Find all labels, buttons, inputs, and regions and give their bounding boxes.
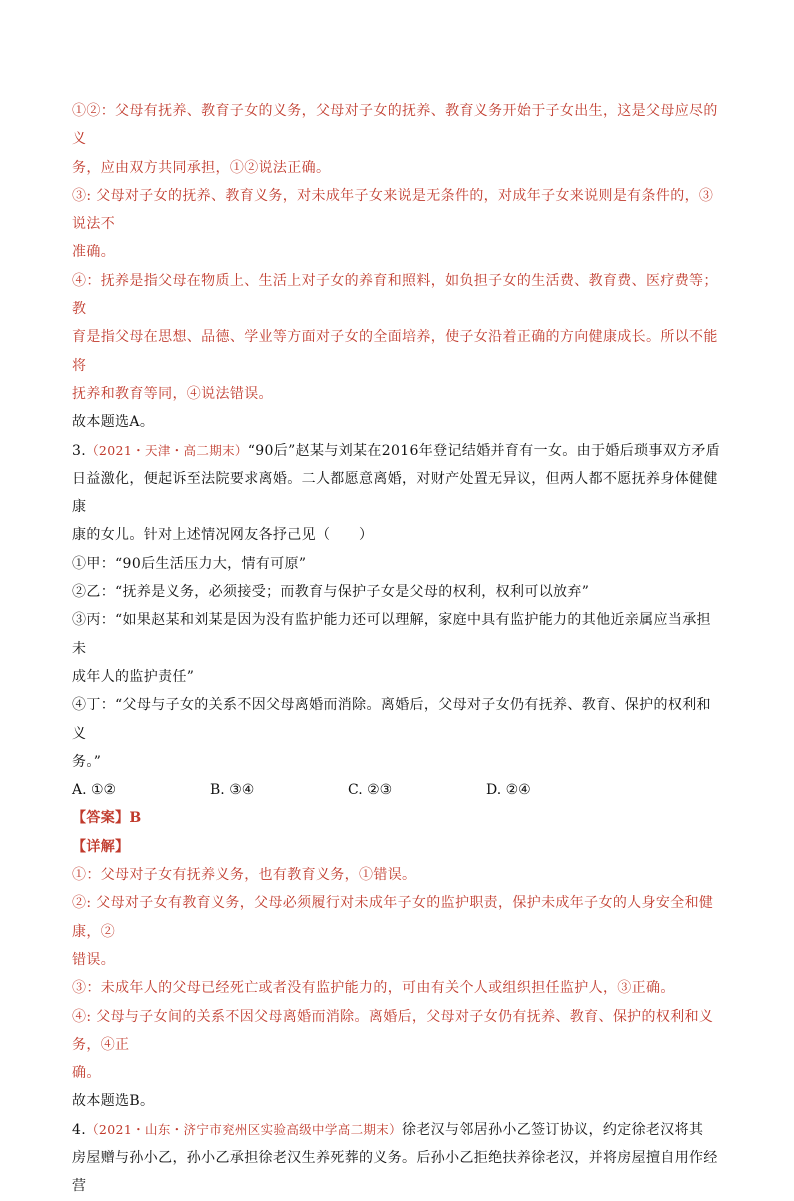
analysis-conclusion: 故本题选A。 bbox=[72, 414, 155, 431]
detail-1: ①：父母对子女有抚养义务，也有教育义务，①错误。 bbox=[72, 867, 417, 884]
question-source: （2021・山东・济宁市兖州区实验高级中学高二期末） bbox=[86, 1121, 402, 1137]
question-3-stem-line-3: 康的女儿。针对上述情况网友各抒己见（ ） bbox=[72, 527, 374, 544]
question-3-statement-4-line-2: 务。” bbox=[72, 753, 102, 770]
analysis-item-3-line-2: 准确。 bbox=[72, 244, 116, 261]
detail-4-line-2: 确。 bbox=[72, 1065, 101, 1082]
document-page bbox=[72, 97, 724, 1201]
detail-label: 【详解】 bbox=[72, 838, 130, 855]
answer-text: 【答案】B bbox=[72, 810, 142, 827]
choice-d: D. ②④ bbox=[486, 782, 531, 799]
question-3-statement-1: ①甲：“90后生活压力大，情有可原” bbox=[72, 555, 307, 572]
analysis-item-4-line-3: 抚养和教育等同，④说法错误。 bbox=[72, 385, 273, 402]
analysis-item-1-line-2: 务，应由双方共同承担，①②说法正确。 bbox=[72, 159, 331, 176]
question-number: 3. bbox=[72, 442, 87, 459]
question-3-conclusion: 故本题选B。 bbox=[72, 1093, 155, 1110]
detail-2-line-2: 错误。 bbox=[72, 951, 116, 968]
choice-c: C. ②③ bbox=[348, 782, 393, 799]
question-3-choices bbox=[72, 776, 724, 804]
detail-3: ③：未成年人的父母已经死亡或者没有监护能力的，可由有关个人或组织担任监护人，③正确。 bbox=[72, 980, 675, 997]
question-4-stem-line-1 bbox=[72, 1116, 724, 1144]
question-3-stem-line-2: 日益激化，便起诉至法院要求离婚。二人都愿意离婚，对财产处置无异议，但两人都不愿抚养身体健健康 bbox=[72, 470, 718, 516]
question-3-statement-3-line-2: 成年人的监护责任” bbox=[72, 668, 195, 685]
answer-label bbox=[72, 804, 724, 832]
question-number: 4. bbox=[72, 1121, 87, 1138]
question-4-stem-line-2: 房屋赠与孙小乙，孙小乙承担徐老汉生养死葬的义务。后孙小乙拒绝扶养徐老汉，并将房屋擅自用作经营 bbox=[72, 1149, 718, 1195]
question-3-statement-2: ②乙：“抚养是义务，必须接受；而教育与保护子女是父母的权利，权利可以放弃” bbox=[72, 584, 590, 601]
question-3-statement-4-line-1: ④丁：“父母与子女的关系不因父母离婚而消除。离婚后，父母对子女仍有抚养、教育、保护的权利和义 bbox=[72, 697, 711, 742]
analysis-item-3-line-1: ③: 父母对子女的抚养、教育义务，对未成年子女来说是无条件的，对成年子女来说则是有条件的，③说法不 bbox=[72, 187, 714, 233]
detail-2-line-1: ②: 父母对子女有教育义务，父母必须履行对未成年子女的监护职责，保护未成年子女的人身安全和健康，② bbox=[72, 895, 714, 940]
question-3-statement-3-line-1: ③丙：“如果赵某和刘某是因为没有监护能力还可以理解，家庭中具有监护能力的其他近亲属应当承担未 bbox=[72, 612, 711, 657]
analysis-item-4-line-2: 育是指父母在思想、品德、学业等方面对子女的全面培养，使子女沿着正确的方向健康成长。所以不能将 bbox=[72, 329, 718, 374]
question-3-stem-line-1 bbox=[72, 437, 724, 465]
question-stem-text: 徐老汉与邻居孙小乙签订协议，约定徐老汉将其 bbox=[401, 1121, 704, 1138]
question-source: （2021・天津・高二期末） bbox=[86, 442, 248, 458]
analysis-item-4-line-1: ④：抚养是指父母在物质上、生活上对子女的养育和照料，如负担子女的生活费、教育费、医疗费等；教 bbox=[72, 272, 718, 318]
choice-a: A. ①② bbox=[72, 782, 117, 799]
choice-b: B. ③④ bbox=[210, 782, 255, 799]
question-stem-text: “90后”赵某与刘某在2016年登记结婚并育有一女。由于婚后琐事双方矛盾 bbox=[247, 442, 721, 459]
analysis-item-1-line-1: ①②：父母有抚养、教育子女的义务，父母对子女的抚养、教育义务开始于子女出生，这是父母应尽的义 bbox=[72, 103, 718, 148]
detail-4-line-1: ④: 父母与子女间的关系不因父母离婚而消除。离婚后，父母对子女仍有抚养、教育、保护的权利和义务，④正 bbox=[72, 1008, 714, 1053]
